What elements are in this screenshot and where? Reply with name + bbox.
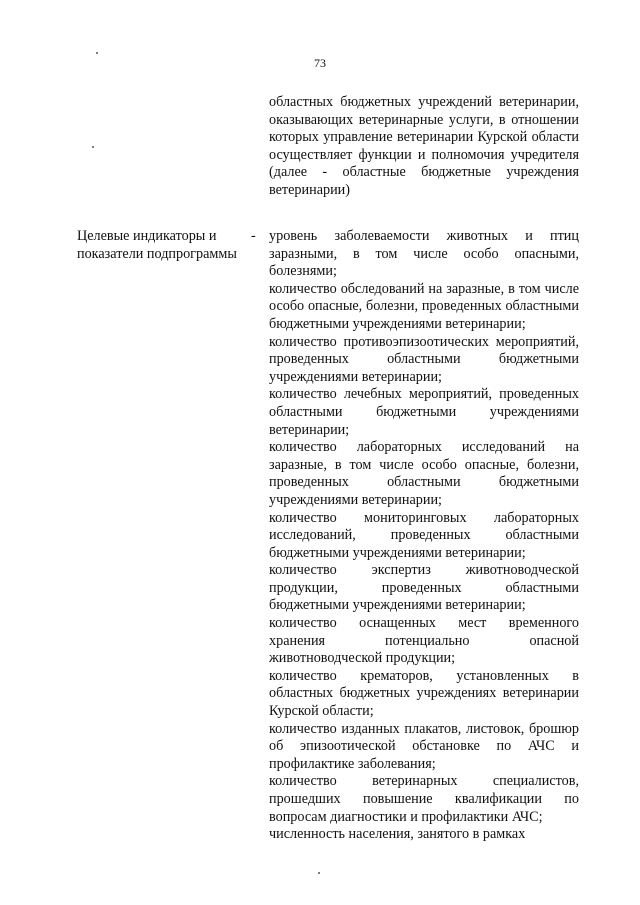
indicator-item: количество мониторинговых лабораторных исследований, проведенных областными бюджетными учреждениями ветеринарии;	[269, 509, 579, 561]
indicator-item: количество лечебных мероприятий, проведенных областными бюджетными учреждениями ветеринарии;	[269, 386, 579, 438]
indicator-item: количество противоэпизоотических мероприятий, проведенных областными бюджетными учреждениями ветеринарии;	[269, 333, 579, 385]
indicator-item: количество обследований на заразные, в том числе особо опасные, болезни, проведенных областными бюджетными учреждениями ветеринарии;	[269, 280, 579, 332]
section-label: Целевые индикаторы и показатели подпрограммы	[77, 228, 237, 262]
indicator-item: количество крематоров, установленных в областных бюджетных учреждениях ветеринарии Курской области;	[269, 667, 579, 720]
indicator-item: уровень заболеваемости животных и птиц заразными, в том числе особо опасными, болезнями;	[269, 228, 579, 280]
indicator-item: количество лабораторных исследований на заразные, в том числе особо опасные, болезни, проведенных областными бюджетными учреждениями ветеринарии;	[269, 439, 579, 508]
page-number: 73	[314, 56, 326, 70]
intro-paragraph: областных бюджетных учреждений ветеринарии, оказывающих ветеринарные услуги, в отношении которых управление ветеринарии Курской области осуществляет функции и полномочия учредителя (далее - областные бюджетные учреждения ветеринарии)	[269, 94, 579, 198]
indicator-item: количество экспертиз животноводческой продукции, проведенных областными бюджетными учреждениями ветеринарии;	[269, 562, 579, 614]
indicators-list	[269, 228, 579, 844]
scan-speck	[318, 872, 320, 874]
scan-speck	[92, 146, 94, 148]
scan-speck	[96, 52, 98, 54]
indicator-item: количество ветеринарных специалистов, прошедших повышение квалификации по вопросам диагностики и профилактики АЧС;	[269, 773, 579, 825]
indicator-item: количество оснащенных мест временного хранения потенциально опасной животноводческой продукции;	[269, 615, 579, 667]
indicator-item: численность населения, занятого в рамках	[269, 826, 526, 843]
intro-block	[269, 94, 579, 200]
indicator-item: количество изданных плакатов, листовок, брошюр об эпизоотической обстановке по АЧС и профилактике заболевания;	[269, 720, 579, 772]
list-dash: -	[251, 228, 256, 244]
